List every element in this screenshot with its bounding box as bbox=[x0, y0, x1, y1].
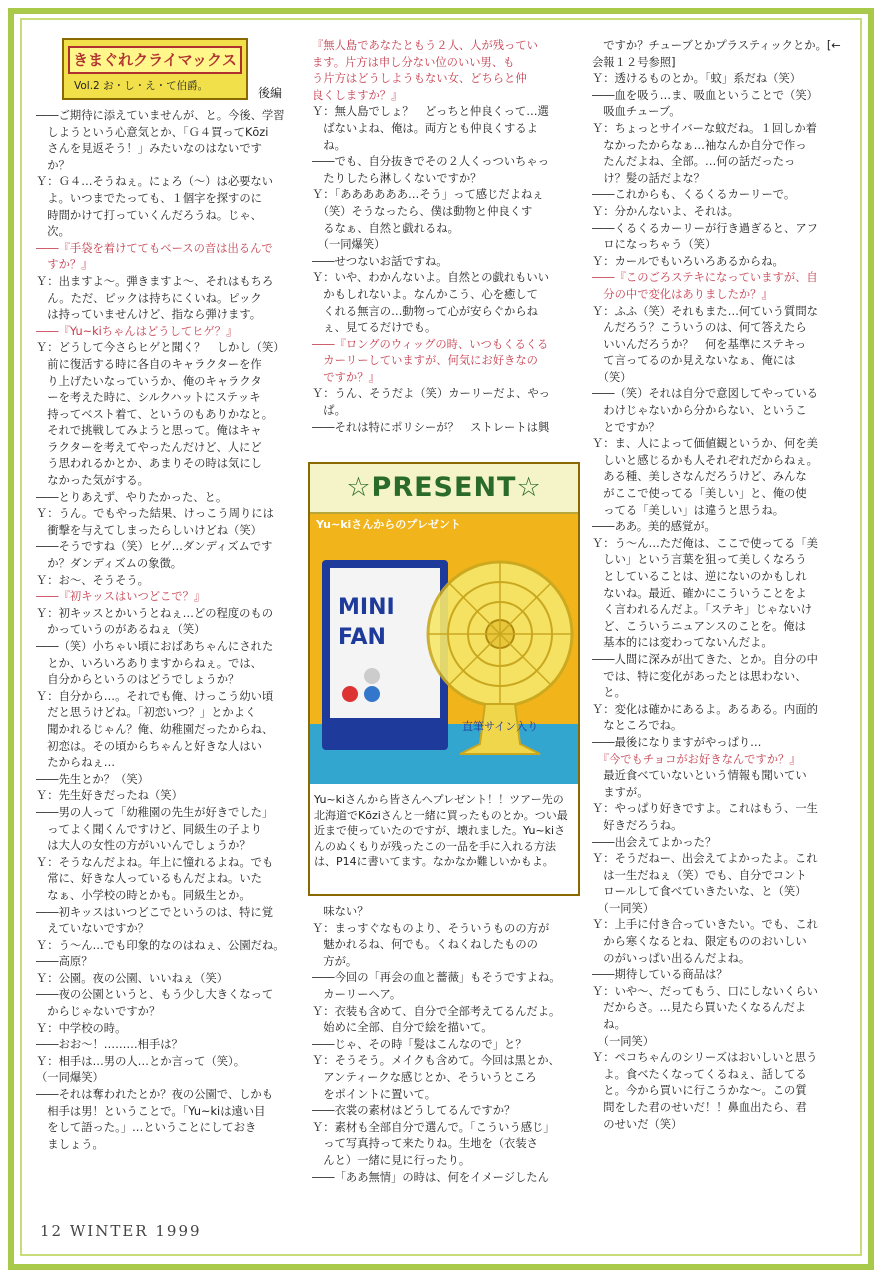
text-line: Ｙ：どうして今さらヒゲと聞く？ しかし（笑） bbox=[36, 341, 285, 355]
text-line: くれる無言の…動物って心が安らぐからね bbox=[312, 304, 538, 318]
text-line: ん。ただ、ピックは持ちにくいね。ピック bbox=[36, 291, 262, 305]
text-line: しようという心意気とか、「Ｇ４買ってKōzi bbox=[36, 125, 269, 139]
text-line: 始めに全部、自分で絵を描いて。 bbox=[312, 1021, 493, 1035]
text-line: Ｙ：「ああああああ…そう」って感じだよねぇ bbox=[312, 188, 544, 202]
text-line: ぱ。 bbox=[312, 404, 346, 418]
text-line: ある種、美しさなんだろうけど、みんな bbox=[592, 470, 807, 484]
text-line: だと思うけどね。「初恋いつ？」とかよく bbox=[36, 706, 257, 720]
text-line: ――そうですね（笑）ヒゲ…ダンディズムです bbox=[36, 540, 273, 554]
text-line: ――でも、自分抜きでその２人くっついちゃっ bbox=[312, 155, 550, 169]
text-line: とですか？ bbox=[592, 420, 660, 434]
text-line: ましょう。 bbox=[36, 1137, 104, 1151]
text-line: 時間かけて打っていくんだろうね。じゃ、 bbox=[36, 208, 262, 222]
text-line: さんを見返そう！」みたいなのはないです bbox=[36, 142, 262, 156]
box-label-fan: FAN bbox=[338, 625, 386, 650]
text-line: 吸血チューブ。 bbox=[592, 105, 681, 119]
text-line: がここで使ってる「美しい」と、俺の使 bbox=[592, 487, 807, 501]
text-line: Ｙ：初キッスとかいうとねぇ…どの程度のもの bbox=[36, 606, 274, 620]
text-line: け？髪の話だよな？ bbox=[592, 171, 705, 185]
text-line: たんだよね、全部。…何の話だったっ bbox=[592, 155, 796, 169]
text-line: Ｙ：中学校の時。 bbox=[36, 1021, 127, 1035]
text-line: ――それは奪われたとか？夜の公園で、しかも bbox=[36, 1088, 274, 1102]
text-line: は大人の女性の方がいいんでしょうか？ bbox=[36, 839, 251, 853]
text-line: をして語った。」…ということにしておき bbox=[36, 1121, 257, 1135]
text-line: Ｙ：素材も全部自分で選んで。「こういう感じ」 bbox=[312, 1120, 555, 1134]
present-heading: ☆PRESENT☆ bbox=[310, 464, 578, 514]
sign-label: 直筆サイン入り bbox=[462, 720, 539, 733]
text-line: よ。いつまでたっても、１個字を探すのに bbox=[36, 191, 262, 205]
text-line: るなぁ、自然と戯れるね。 bbox=[312, 221, 459, 235]
text-line: Ｙ：う～ん…ただ俺は、ここで使ってる「美 bbox=[592, 536, 818, 550]
text-line: ばないよね、俺は。両方とも仲良くするよ bbox=[312, 121, 538, 135]
text-line: Ｙ：ま、人によって価値観というか、何を美 bbox=[592, 437, 818, 451]
text-line: ――それは特にポリシーが？ ストレートは興 bbox=[312, 420, 550, 434]
text-line: よ。食べたくなってくるねぇ、話してる bbox=[592, 1067, 807, 1081]
text-line: ――出会えてよかった？ bbox=[592, 835, 717, 849]
text-line: 初恋は。その頃からちゃんと好きな人はい bbox=[36, 739, 262, 753]
text-line: アンティークな感じとか、そういうところ bbox=[312, 1070, 537, 1084]
text-line: なところでね。 bbox=[592, 719, 683, 733]
text-line: ――期待している商品は？ bbox=[592, 968, 728, 982]
text-line: Ｙ：無人島でしょ？ どっちと仲良くって…選 bbox=[312, 105, 549, 119]
text-line: Ｙ：まっすぐなものより、そういうものの方が bbox=[312, 921, 550, 935]
text-line: Ｙ：そうだねー、出会えてよかったよ。これ bbox=[592, 852, 818, 866]
text-line: ――（笑）それは自分で意図してやっている bbox=[592, 387, 818, 401]
text-line: わけじゃないから分からない、というこ bbox=[592, 404, 807, 418]
text-line: （笑）そうなったら、僕は動物と仲良くす bbox=[312, 204, 533, 218]
text-line: Ｙ：先生好きだったね（笑） bbox=[36, 789, 183, 803]
text-line: なかった気がする。 bbox=[36, 474, 149, 488]
mini-fan-photo bbox=[310, 514, 578, 784]
title-subtitle: Vol.2 お・し・え・て伯爵。 bbox=[74, 80, 209, 92]
text-line: か？ダンディズムの象徴。 bbox=[36, 557, 183, 571]
text-line: ――『このごろステキになっていますが、自 bbox=[592, 271, 818, 285]
text-line: 『無人島であなたともう２人、人が残ってい bbox=[312, 39, 538, 52]
text-line: Ｙ：いや～、だってもう、口にしないくらい bbox=[592, 984, 818, 998]
text-line: 味ない？ bbox=[312, 905, 369, 918]
text-line: Ｙ：上手に付き合っていきたい。でも、これ bbox=[592, 918, 818, 932]
text-line: ――『Yu~kiちゃんはどうしてヒゲ？』 bbox=[36, 324, 238, 338]
text-line: （一同笑） bbox=[592, 901, 655, 915]
text-line: Ｙ：透けるものとか。「蚊」系だね（笑） bbox=[592, 72, 801, 86]
text-line: く言われるんだよ。「ステキ」じゃないけ bbox=[592, 603, 813, 617]
text-line: 方が。 bbox=[312, 954, 358, 968]
text-line: 分の中で変化はありましたか？』 bbox=[592, 287, 773, 301]
text-line: ロになっちゃう（笑） bbox=[592, 238, 717, 252]
page-title: きまぐれクライマックス bbox=[68, 46, 242, 74]
text-line: のせいだ（笑） bbox=[592, 1117, 683, 1131]
page-number: 12 bbox=[40, 1222, 64, 1240]
text-line: ね。 bbox=[592, 1018, 626, 1032]
text-line: Ｙ：分かんないよ、それは。 bbox=[592, 204, 739, 218]
text-line: 自分からというのはどうでしょうか？ bbox=[36, 673, 240, 687]
column-2-bottom bbox=[312, 904, 580, 1186]
text-line: ――今回の「再会の血と薔薇」もそうですよね。 bbox=[312, 971, 561, 985]
text-line: ――血を吸う…ま、吸血ということで（笑） bbox=[592, 88, 818, 102]
text-line: Ｙ：衣装も含めて、自分で全部考えてるんだよ。 bbox=[312, 1004, 561, 1018]
text-line: ――男の人って「幼稚園の先生が好きでした」 bbox=[36, 805, 274, 819]
text-line: 基本的には変わってないんだよ。 bbox=[592, 636, 773, 650]
text-line: ――『初キッスはいつどこで？』 bbox=[36, 590, 206, 604]
text-line: ですか？』 bbox=[312, 370, 380, 384]
text-line: ――初キッスはいつどこでというのは、特に覚 bbox=[36, 905, 274, 919]
text-line: （笑） bbox=[592, 370, 632, 384]
text-line: て言ってるのか見えないなぁ、俺には bbox=[592, 354, 796, 368]
text-line: Ｙ：お～、そうそう。 bbox=[36, 573, 149, 587]
text-line: ど、こういうニュアンスのことを。俺は bbox=[592, 619, 806, 633]
box-label-mini: MINI bbox=[338, 595, 395, 620]
text-line: Ｙ：うん。でもやった結果、けっこう周りには bbox=[36, 507, 274, 521]
text-line: ――（笑）小ちゃい頃におばあちゃんにされた bbox=[36, 640, 274, 653]
text-line: ――『手袋を着けててもベースの音は出るんで bbox=[36, 241, 273, 255]
column-2-top bbox=[312, 38, 580, 436]
text-line: んだろう？こういうのは、何て答えたら bbox=[592, 321, 807, 335]
text-line: ロールして食べていきたいな、と（笑） bbox=[592, 885, 807, 899]
text-line: と。 bbox=[592, 686, 626, 700]
text-line: Ｙ：相手は…男の人…とか言って（笑）。 bbox=[36, 1054, 245, 1068]
text-line: ーを考えた時に、シルクハットにステッキ bbox=[36, 391, 261, 405]
mini-fan-illustration bbox=[310, 514, 578, 784]
text-line: （一同爆笑） bbox=[36, 1071, 104, 1085]
text-line: Ｙ：ペコちゃんのシリーズはおいしいと思う bbox=[592, 1051, 818, 1065]
text-line: 『今でもチョコがお好きなんですか？』 bbox=[592, 752, 801, 766]
text-line: ――高原？ bbox=[36, 955, 93, 969]
text-line: ますが。 bbox=[592, 785, 649, 799]
text-line: んと）一緒に見に行ったり。 bbox=[312, 1153, 471, 1167]
text-line: ――人間に深みが出てきた、とか。自分の中 bbox=[592, 652, 818, 666]
text-line: だからさ。…見たら買いたくなるんだよ bbox=[592, 1001, 807, 1015]
text-line: Ｙ：やっぱり好きですよ。これはもう、一生 bbox=[592, 802, 818, 816]
page-footer bbox=[40, 1222, 202, 1240]
text-line: ってよく聞くんですけど、同級生の子より bbox=[36, 822, 262, 836]
text-line: からじゃないですか？ bbox=[36, 1005, 161, 1019]
text-line: は一生だねぇ（笑）でも、自分でコント bbox=[592, 868, 807, 882]
text-line: 問をした君のせいだ！！鼻血出たら、君 bbox=[592, 1101, 807, 1114]
text-line: 前に復活する時に各自のキャラクターを作 bbox=[36, 357, 262, 371]
text-line: ――せつないお話ですね。 bbox=[312, 254, 448, 268]
text-line: Ｙ：そうなんだよね。年上に憧れるよね。でも bbox=[36, 855, 274, 869]
text-line: ――ご期待に添えていませんが、と。今後、学習 bbox=[36, 109, 285, 122]
text-line: をポイントに置いて。 bbox=[312, 1087, 437, 1101]
text-line: Ｙ：う～ん…でも印象的なのはねぇ、公園だね。 bbox=[36, 938, 285, 952]
text-line: Ｙ：公園。夜の公園、いいねぇ（笑） bbox=[36, 971, 229, 985]
text-line: たりしたら淋しくないですか？ bbox=[312, 171, 482, 185]
part-label: 後編 bbox=[258, 86, 283, 100]
text-line: しいと感じるかも人それぞれだからねぇ。 bbox=[592, 453, 818, 467]
text-line: ――これからも、くるくるカーリーで。 bbox=[592, 188, 796, 202]
text-line: ね。 bbox=[312, 138, 346, 152]
text-line: か？ bbox=[36, 158, 70, 172]
text-line: （一同爆笑） bbox=[312, 238, 386, 252]
text-line: ――最後になりますがやっぱり… bbox=[592, 735, 762, 749]
text-line: う思われるかとか、あまりその時は気にし bbox=[36, 457, 262, 471]
text-line: ――「ああ無情」の時は、何をイメージしたん bbox=[312, 1170, 549, 1184]
text-line: かもしれないよ。なんかこう、心を癒して bbox=[312, 287, 538, 301]
text-line: ラクターを考えてやったんだけど、人にど bbox=[36, 440, 262, 454]
text-line: り上げたいなっていうか、俺のキャラクタ bbox=[36, 374, 262, 388]
text-line: 好きだろうね。 bbox=[592, 818, 683, 832]
text-line: いいんだろうか？ 何を基準にステキっ bbox=[592, 337, 807, 351]
text-line: しい」という言葉を狙って美しくなろう bbox=[592, 553, 807, 567]
text-line: ――くるくるカーリーが行き過ぎると、アフ bbox=[592, 221, 818, 235]
text-line: Ｙ：ふふ（笑）それもまた…何ていう質問な bbox=[592, 304, 818, 318]
text-line: Ｙ：変化は確かにあるよ。あるある。内面的 bbox=[592, 702, 818, 716]
text-line: えていないですか？ bbox=[36, 922, 149, 936]
text-line: と。今から買いに行こうかな～。この質 bbox=[592, 1084, 807, 1098]
title-banner bbox=[62, 38, 248, 100]
text-line: ――おお～！………相手は？ bbox=[36, 1038, 183, 1052]
text-line: ――じゃ、その時「髪はこんなので」と？ bbox=[312, 1037, 527, 1051]
text-line: Ｙ：いや、わかんないよ。自然との戯れもいい bbox=[312, 271, 550, 285]
column-3 bbox=[592, 38, 846, 1133]
text-line: すか？』 bbox=[36, 258, 93, 272]
text-line: 常に、好きな人っているもんだよね。いた bbox=[36, 872, 262, 886]
text-line: それで挑戦してみようと思って。俺はキャ bbox=[36, 424, 262, 438]
text-line: ――先生とか？（笑） bbox=[36, 772, 149, 786]
text-line: Ｙ：自分から…。それでも俺、けっこう幼い頃 bbox=[36, 689, 274, 703]
present-box bbox=[308, 462, 580, 896]
text-line: 相手は男！ということで。「Yu~kiは遠い目 bbox=[36, 1104, 266, 1118]
text-line: かっていうのがあるねぇ（笑） bbox=[36, 623, 206, 637]
text-line: ってる「美しい」は違うと思うね。 bbox=[592, 503, 785, 517]
text-line: 次。 bbox=[36, 225, 70, 239]
text-line: なかったからなぁ…袖なんか自分で作っ bbox=[592, 138, 807, 152]
text-line: ――『ロングのウィッグの時、いつもくるくる bbox=[312, 337, 549, 351]
text-line: 聞かれるじゃん？俺、幼稚園だったからね、 bbox=[36, 722, 274, 736]
text-line: （一同笑） bbox=[592, 1034, 655, 1048]
text-line: Ｙ：そうそう。メイクも含めて。今回は黒とか、 bbox=[312, 1054, 560, 1068]
text-line: Ｙ：Ｇ４…そうねぇ。にょろ（～）は必要ない bbox=[36, 175, 274, 189]
text-line: ですか？チューブとかプラスティックとか。[←会報１２号参照] bbox=[592, 39, 841, 69]
text-line: としていることは、逆にないのかもしれ bbox=[592, 570, 807, 583]
text-line: 衝撃を与えてしまったらしいけどね（笑） bbox=[36, 523, 262, 537]
text-line: ――夜の公園というと、もう少し大きくなって bbox=[36, 988, 274, 1002]
text-line: カーリーしていますが、何気にお好きなの bbox=[312, 354, 538, 368]
present-description: Yu~kiさんから皆さんへプレゼント！！ツアー先の北海道でKōziさんと一緒に買ったものとか。つい最近まで使っていたのですが、壊れました。Yu~kiさんのぬくもりが残ったこの一品を手に入れる方法は、P14に書いてます。なかなか難しいかもよ。 bbox=[314, 793, 568, 868]
text-line: う片方はどうしようもない女、どちらと仲 bbox=[312, 72, 527, 86]
text-line: ぇ、見てるだけでも。 bbox=[312, 321, 437, 335]
text-line: ――衣裳の素材はどうしてるんですか？ bbox=[312, 1104, 516, 1118]
text-line: Ｙ：出ますよ～。弾きますよ～、それはもちろ bbox=[36, 274, 274, 288]
text-line: Ｙ：ちょっとサイバーな蚊だね。１回しか着 bbox=[592, 121, 817, 135]
text-line: から寒くなるとね、限定もののおいしい bbox=[592, 935, 807, 949]
issue-label: WINTER 1999 bbox=[69, 1222, 202, 1240]
text-line: 良くしますか？』 bbox=[312, 88, 403, 102]
text-line: ――ああ。美的感覚が。 bbox=[592, 520, 716, 534]
text-line: のがいっぱい出るんだよね。 bbox=[592, 951, 751, 965]
text-line: では、特に変化があったとは思わない、 bbox=[592, 669, 807, 683]
text-line: とか、いろいろありますからねぇ。では、 bbox=[36, 656, 262, 670]
text-line: は持っていませんけど、指なら弾けます。 bbox=[36, 308, 262, 322]
text-line: って写真持って来たりね。生地を（衣装さ bbox=[312, 1137, 538, 1151]
text-line: 最近食べていないという情報も聞いてい bbox=[592, 769, 807, 783]
column-1 bbox=[36, 108, 302, 1153]
text-line: Ｙ：カールでもいろいろあるからね。 bbox=[592, 254, 784, 268]
text-line: Ｙ：うん、そうだよ（笑）カーリーだよ、やっ bbox=[312, 387, 550, 401]
text-line: 魅かれるね、何でも。くねくねしたものの bbox=[312, 938, 538, 952]
text-line: ないね。最近、確かにこういうことをよ bbox=[592, 586, 807, 600]
text-line: たからねぇ… bbox=[36, 756, 116, 770]
text-line: なぁ、小学校の時とかも。同級生とか。 bbox=[36, 888, 251, 902]
text-line: カーリーヘア。 bbox=[312, 987, 402, 1001]
text-line: ます。片方は申し分ない位のいい男、も bbox=[312, 55, 515, 69]
photo-caption: Yu~kiさんからのプレゼント bbox=[316, 518, 461, 531]
text-line: 持ってベスト着て、というのもありかなと。 bbox=[36, 407, 274, 421]
text-line: ――とりあえず、やりたかった、と。 bbox=[36, 490, 228, 504]
